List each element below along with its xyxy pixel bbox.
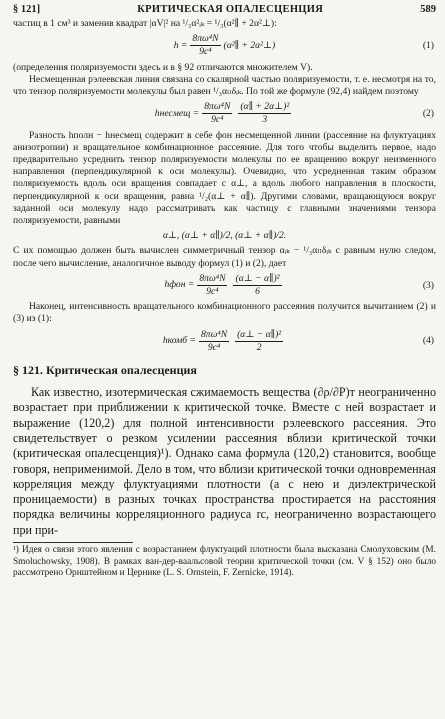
page-number: 589: [420, 4, 436, 15]
running-header: [13, 4, 436, 18]
fraction: $\frac{\text{8πω⁴N}}{\text{9c⁴}}$: [200, 328, 228, 353]
equation-number: (1): [422, 39, 434, 51]
paragraph: С их помощью должен быть вычислен симметричный тензор αᵢₖ − ¹/₃αₗₗδᵢₖ с равным нулю следом, после чего вычисление, аналогичное выводу формул (1) и (2), дает: [13, 245, 436, 269]
header-title: КРИТИЧЕСКАЯ ОПАЛЕСЦЕНЦИЯ: [137, 4, 324, 15]
fraction: $\frac{\text{8πω⁴N}}{\text{9c⁴}}$: [192, 33, 219, 58]
footnote: ¹) Идея о связи этого явления с возрастанием флуктуаций плотности была высказана Смолуховским (M. Smoluchowsky, 1908). В рамках ван-дер-ваальсовой теории критической точки (см. V § 152) оно было рассмотрено Орнштейном и Цернике (L. S. Ornstein, F. Zernicke, 1914).: [13, 545, 436, 579]
fraction: $\frac{\text{(α∥ + 2α⊥)²}}{3}$: [240, 101, 290, 126]
equation-3: hфон = $\frac{\text{8πω⁴N}}{\text{9c⁴}}$ $\frac{\text{(α⊥ − α∥)²}}{6}$ (3): [164, 272, 434, 298]
footnote-rule: [13, 542, 133, 543]
fraction: $\frac{\text{8πω⁴N}}{\text{9c⁴}}$: [204, 101, 231, 126]
equation-principal-values: α⊥, (α⊥ + α∥)/2, (α⊥ + α∥)/2.: [162, 230, 287, 242]
equation-4: hкомб = $\frac{\text{8πω⁴N}}{\text{9c⁴}}$ $\frac{\text{(α⊥ − α∥)²}}{2}$ (4): [162, 328, 434, 353]
paragraph: Несмещенная рэлеевская линия связана со скалярной частью поляризуемости, т. е. несмотря на то, что тензор поляризуемости молекулы был равен ¹/₃αₗₗδᵢₖ. По той же формуле (92,4) найдем поэтому: [13, 73, 436, 98]
section-body: [13, 385, 436, 538]
fraction: $\frac{\text{(α⊥ − α∥)²}}{6}$: [235, 272, 280, 298]
fraction: $\frac{\text{8πω⁴N}}{\text{9c⁴}}$: [199, 272, 226, 298]
header-section-ref: § 121]: [13, 4, 41, 15]
paragraph: Наконец, интенсивность вращательного комбинационного рассеяния получится вычитанием (2) и (3) из (1):: [13, 301, 436, 325]
equation-number: (2): [422, 107, 434, 119]
section-heading: § 121. Критическая опалесценция: [13, 363, 197, 378]
equation-number: (4): [422, 335, 434, 347]
paragraph: частиц в 1 см³ и заменив квадрат |αV|² на ¹/₃α²ᵢₖ = ¹/₃(α²∥ + 2α²⊥):: [13, 18, 277, 29]
paragraph: Разность hполн − hнесмещ содержит в себе фон несмещенной линии (рассеяние на флуктуациях анизотропии) и вращательное комбинационное рассеяние. Для того чтобы выделить первое, надо предварительно усреднить тензор поляризуемости молекулы по ее вращению вокруг неизменного направления (перпендикулярной к оси молекулы). Очевидно, что усредненная таким образом поляризуемость вдоль оси вращения совпадает с α⊥, а вдоль любого направления в плоскости, перпендикулярной к оси вращения, равна ¹/₂(α⊥ + α∥). Другими словами, вращающуюся вокруг заданной оси молекулу надо рассматривать как частицу с главными значениями тензора поляризуемости, равными: [13, 129, 436, 227]
equation-1: h = $\frac{\text{8πω⁴N}}{\text{9c⁴}}$ (α²∥ + 2α²⊥) (1): [173, 33, 434, 58]
equation-number: (3): [422, 279, 434, 291]
paragraph: Как известно, изотермическая сжимаемость вещества (∂ρ/∂P)ᴛ неограниченно возрастает при приближении к критической точке. Вместе с ней возрастает и выражение (120,2) для полной интенсивности рэлеевского рассеяния. Это свидетельствует о резком усилении рассеяния вблизи критической точки (критическая опалесценция)¹). Однако сама формула (120,2) становится, вообще говоря, неприменимой. Дело в том, что вблизи критической точки одновременная корреляция между флуктуациями плотности (а с нею и диэлектрической проницаемости) в разных точках пространства простирается на расстояния порядка величины корреляционного радиуса rc, неограниченно возрастающего при при-: [13, 385, 436, 537]
equation-2: hнесмещ = $\frac{\text{8πω⁴N}}{\text{9c⁴}}$ $\frac{\text{(α∥ + 2α⊥)²}}{3}$ (2): [154, 101, 434, 126]
top-text-block: [13, 18, 436, 354]
fraction: $\frac{\text{(α⊥ − α∥)²}}{2}$: [237, 328, 282, 353]
paragraph: (определения поляризуемости здесь и в § 92 отличаются множителем V).: [13, 61, 313, 73]
